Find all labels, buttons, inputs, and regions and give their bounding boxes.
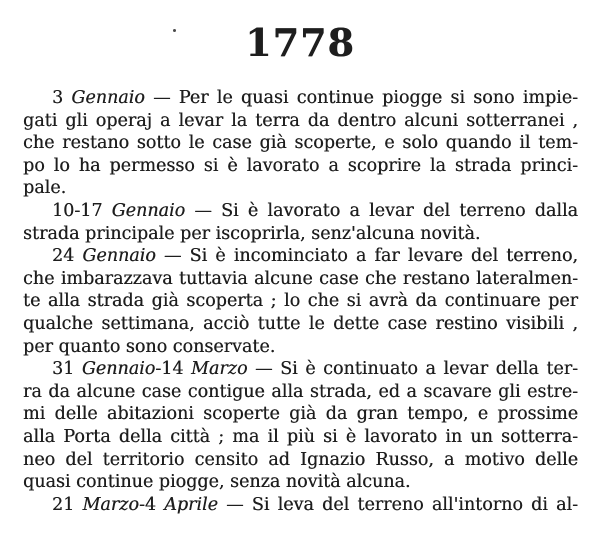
- journal-entry: [23, 494, 578, 517]
- text-line: [23, 177, 578, 200]
- text-segment: mi delle abitazioni scoperte già da gran tempo, e prossime: [23, 404, 578, 425]
- text-segment: 3: [52, 88, 72, 108]
- text-line: [23, 132, 578, 155]
- ink-speck: [173, 29, 176, 32]
- text-segment: -14: [155, 359, 191, 380]
- text-line: [23, 313, 578, 336]
- text-line: [23, 426, 578, 449]
- text-segment: pale.: [23, 178, 67, 199]
- text-segment: 31: [52, 359, 82, 380]
- text-line: [23, 200, 578, 223]
- text-segment: 10-17: [52, 200, 112, 221]
- text-line: [23, 290, 578, 313]
- text-segment: — Si è continuato a levar della ter-: [247, 359, 578, 380]
- text-segment: qualche settimana, acciò tutte le dette case restino visibili ,: [23, 313, 578, 334]
- text-segment: — Per le quasi continue piogge si sono impie-: [144, 88, 578, 108]
- month-name-italic: Marzo: [82, 494, 139, 515]
- journal-entry: [23, 358, 578, 494]
- text-segment: quasi continue piogge, senza novità alcuna.: [23, 472, 411, 493]
- year-heading: 1778: [245, 20, 355, 65]
- journal-entry: [23, 87, 578, 200]
- journal-entry: [23, 245, 578, 358]
- text-line: [23, 110, 578, 133]
- text-line: [23, 403, 578, 426]
- month-name-italic: Gennaio: [71, 88, 145, 108]
- text-segment: gati gli operaj a levar la terra da dentro alcuni sotterranei ,: [23, 110, 578, 131]
- text-segment: per quanto sono conservate.: [23, 336, 276, 357]
- text-segment: ra da alcune case contigue alla strada, ed a scavare gli estre-: [23, 381, 578, 402]
- month-name-italic: Gennaio: [81, 359, 156, 380]
- month-name-italic: Marzo: [191, 359, 248, 380]
- text-line: [23, 245, 578, 268]
- text-line: [23, 155, 578, 178]
- text-line: [23, 268, 578, 291]
- text-segment: -4: [138, 494, 165, 515]
- journal-entry: [23, 200, 578, 245]
- journal-entries: [23, 87, 578, 516]
- text-segment: che imbarazzava tuttavia alcune case che restano lateralmen-: [23, 268, 578, 289]
- text-segment: te alla strada già scoperta ; lo che si avrà da continuare per: [23, 291, 578, 312]
- text-line: [23, 87, 578, 110]
- text-segment: — Si è incominciato a far levare del terreno,: [155, 246, 578, 267]
- month-name-italic: Gennaio: [82, 246, 156, 267]
- text-segment: 24: [52, 246, 83, 267]
- text-segment: 21: [52, 494, 83, 515]
- text-line: [23, 449, 578, 472]
- text-segment: neo del territorio censito ad Ignazio Russo, a motivo delle: [23, 449, 578, 470]
- text-line: [23, 494, 578, 517]
- text-segment: — Si leva del terreno all'intorno di al-: [217, 494, 578, 515]
- text-segment: po lo ha permesso si è lavorato a scoprire la strada princi-: [23, 155, 578, 176]
- text-segment: — Si è lavorato a levar del terreno dalla: [185, 200, 578, 221]
- text-line: [23, 471, 578, 494]
- text-segment: alla Porta della città ; ma il più si è lavorato in un sotterra-: [23, 426, 578, 447]
- month-name-italic: Gennaio: [111, 200, 186, 221]
- text-line: [23, 223, 578, 246]
- text-line: [23, 381, 578, 404]
- text-segment: strada principale per iscoprirla, senz'alcuna novità.: [23, 223, 481, 244]
- text-segment: che restano sotto le case già scoperte, e solo quando il tem-: [23, 133, 578, 154]
- text-line: [23, 336, 578, 359]
- text-line: [23, 358, 578, 381]
- month-name-italic: Aprile: [164, 494, 218, 515]
